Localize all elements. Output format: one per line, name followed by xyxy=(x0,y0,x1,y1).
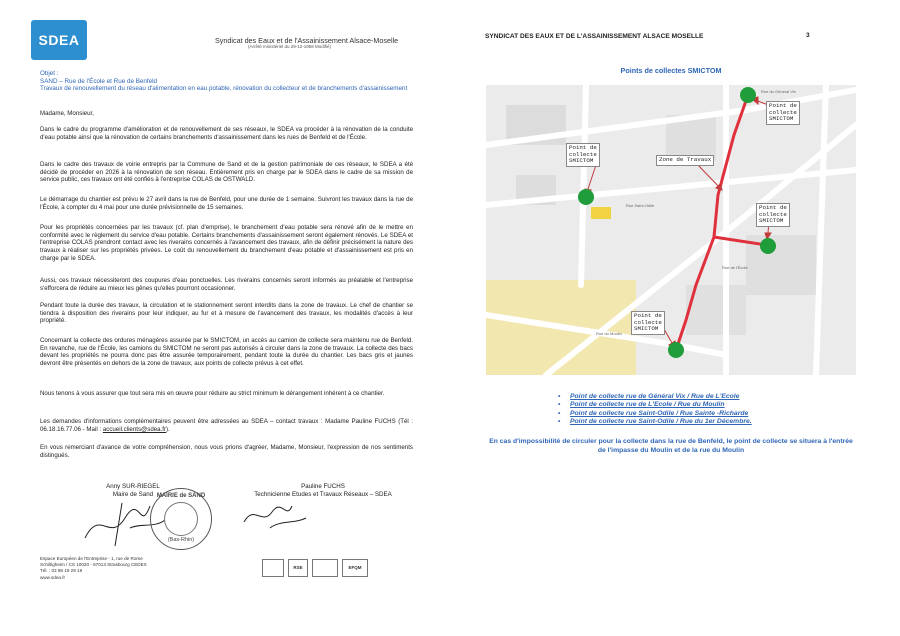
paragraph-8: Nous tenons à vous assurer que tout sera mis en œuvre pour réduire au strict minimum le dérangement inhérent à ce chantier. xyxy=(40,390,385,397)
page-number: 3 xyxy=(806,32,810,39)
yellow-building xyxy=(591,207,611,219)
list-item: • Point de collecte rue Saint-Odile / Rue du 1er Décembre. xyxy=(560,418,820,426)
label-collect-2: Point de collecte SMICTOM xyxy=(566,143,600,167)
certification-badge-3 xyxy=(312,559,338,577)
collect-marker-4[interactable] xyxy=(668,342,684,358)
footer-line: www.sdea.fr xyxy=(40,574,66,580)
paragraph-4: Pour les propriétés concernées par les travaux (cf. plan d'emprise), le branchement d'eau potable sera rénové afin de le mettre en conformité avec le règlement du service d'eau potable. Certains branchements d'assainissement seront également rénovés. Le SDEA et l'entreprise COLAS prendront contact avec les riverains concernés à l'avancement des travaux, afin de définir précisément la nature des travaux à réaliser sur les propriétés privées. Le coût du renouvellement du branchement d'eau potable et d'assainissement est pris en charge par le SDEA. xyxy=(40,224,413,262)
paragraph-6: Pendant toute la durée des travaux, la circulation et le stationnement seront interdits dans la zone de travaux. Le chef de chantier se tiendra à disposition des riverains pour leur indiquer, au fur et à mesure de l'avancement des travaux, les modalités d'accès à leur propriété. xyxy=(40,302,413,325)
footer-line: Tél. : 03 88 19 29 19 xyxy=(40,568,83,574)
certification-badge-efqm: EFQM xyxy=(342,559,368,577)
label-collect-1: Point de collecte SMICTOM xyxy=(766,101,800,125)
contact-email-link[interactable]: accueil.clients@sdea.fr xyxy=(102,425,167,433)
map-canvas xyxy=(486,85,856,375)
paragraph-9 xyxy=(40,418,413,433)
road-label-saint-odile: Rue Saint-Odile xyxy=(626,203,655,208)
technician-signature xyxy=(240,500,310,530)
list-item: • Point de collecte rue de Général Vix / Rue de L'Ecole xyxy=(560,393,820,401)
footer-line: Espace Européen de l'Entreprise - 1, rue de Rome xyxy=(40,556,143,561)
collect-marker-2[interactable] xyxy=(578,189,594,205)
objet-label: Objet : xyxy=(40,70,59,77)
stamp-text-bottom: (Bas-Rhin) xyxy=(167,537,195,543)
collection-points-map[interactable] xyxy=(486,85,856,375)
letter-subject xyxy=(40,70,420,93)
certification-badge-rse: RSE xyxy=(288,559,308,577)
sdea-logo: SDEA xyxy=(31,20,87,60)
paragraph-1: Dans le cadre du programme d'amélioration et de renouvellement de ses réseaux, le SDEA va procéder à la rénovation de la conduite d'eau potable ainsi que la rénovation de certains branchements d'assainissement dans les rues de Benfeld et de l'École. xyxy=(40,126,413,141)
collect-marker-3[interactable] xyxy=(760,238,776,254)
mayor-title: Maire de Sand xyxy=(112,491,154,498)
objet-line1: SAND – Rue de l'École et Rue de Benfeld xyxy=(40,77,158,85)
label-collect-3: Point de collecte SMICTOM xyxy=(756,203,790,227)
paragraph-2: Dans le cadre des travaux de voirie entrepris par la Commune de Sand et de la gestion patrimoniale de ces réseaux, le SDEA a été décidé de procéder en 2026 à la rénovation de son réseau. Entièrement pris en charge par le SDEA dans le cadre de sa mission de service public, ces travaux ont été confiés à l'entreprise COLAS de OSTWALD. xyxy=(40,161,413,184)
paragraph-7: Concernant la collecte des ordures ménagères assurée par le SMICTOM, un accès au camion de collecte sera maintenu rue de Benfeld. En revanche, rue de l'École, les camions du SMICTOM ne seront pas autorisés à circuler dans la zone de travaux. La collecte des bacs devant les propriétés ne pourra donc pas être assurée temporairement, pendant toute la durée du chantier. Les bacs gris et jaunes devront être présentés en dehors de la zone de travaux, aux points de collecte prévus à cet effet. xyxy=(40,337,413,367)
label-collect-4: Point de collecte SMICTOM xyxy=(631,311,665,335)
mayor-name: Anny SUR-RIEGEL xyxy=(106,483,160,490)
paragraph-3: Le démarrage du chantier est prévu le 27 avril dans la rue de Benfeld, pour une durée de 1 semaine. Suivront les travaux dans la rue de l'École, à compter du 4 mai pour une durée prévisionnelle de 15 semaines. xyxy=(40,196,413,211)
list-item: • Point de collecte rue Saint-Odile / Rue Sainte -Richarde xyxy=(560,410,820,418)
footer-line: Schiltigheim / CS 10020 - 67013 Strasbourg CEDEX xyxy=(40,562,147,568)
contact-close: ). xyxy=(166,425,170,433)
right-page-header: SYNDICAT DES EAUX ET DE L'ASSAINISSEMENT ALSACE MOSELLE xyxy=(485,33,704,40)
paragraph-5: Aussi, ces travaux nécessiteront des coupures d'eau ponctuelles. Les riverains concernés seront informés au préalable et l'entreprise s'efforcera de réduire au mieux les gênes qu'elles pourront occasionner. xyxy=(40,277,413,292)
list-item: • Point de collecte rue de L'Ecole / Rue du Moulin xyxy=(560,401,820,409)
stamp-inner-ring xyxy=(164,502,198,536)
stamp-text-top: MAIRIE de SAND xyxy=(156,493,206,499)
map-title: Points de collectes SMICTOM xyxy=(620,66,722,75)
org-sub: (Arrêté ministériel du 29-12-1958 Modifié) xyxy=(248,44,332,49)
footer-address xyxy=(40,556,200,581)
road-label-ecole: Rue de l'École xyxy=(722,265,748,270)
label-work-zone: Zone de Travaux xyxy=(656,155,714,166)
technician-title: Technicienne Etudes et Travaux Réseaux – SDEA xyxy=(254,491,392,498)
certification-badge-1 xyxy=(262,559,284,577)
paragraph-10: En vous remerciant d'avance de votre compréhension, nous vous prions d'agréer, Madame, Monsieur, l'expression de nos sentiments distingués. xyxy=(40,444,413,459)
signature-block-technician xyxy=(238,483,408,499)
contact-text: Les demandes d'informations complémentaires peuvent être adressées au SDEA – contact travaux : Madame Pauline FUCHS (Tél : 06.18.16.77.06 - Mail : xyxy=(40,418,413,433)
org-name: Syndicat des Eaux et de l'Assainissement Alsace-Moselle xyxy=(215,36,399,45)
collection-points-list xyxy=(560,393,820,426)
objet-line2: Travaux de renouvellement du réseau d'alimentation en eau potable, rénovation du collecteur et de branchements d'assainissement xyxy=(40,85,408,93)
salutation: Madame, Monsieur, xyxy=(40,110,94,117)
road-label-moulin: Rue du Moulin xyxy=(596,331,622,336)
fallback-note: En cas d'impossibilité de circuler pour la collecte dans la rue de Benfeld, le point de collecte se situera à l'entrée de l'impasse du Moulin et de la rue du Moulin xyxy=(489,438,853,454)
road-label-general-vix: Rue du Général Vix xyxy=(761,89,796,94)
technician-name: Pauline FUCHS xyxy=(301,483,345,490)
collect-marker-1[interactable] xyxy=(740,87,756,103)
